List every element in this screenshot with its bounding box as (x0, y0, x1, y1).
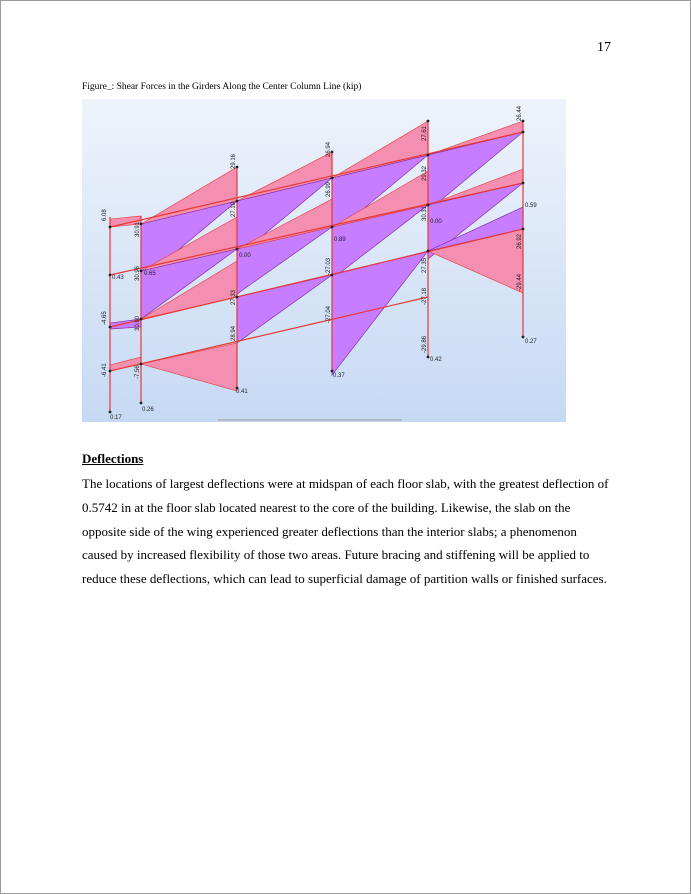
label-col5-node: 0.00 (430, 219, 442, 225)
section-heading: Deflections (82, 451, 144, 466)
label-col6-mid: 26.92 (517, 233, 523, 249)
section-paragraph: The locations of largest deflections were at midspan of each floor slab, with the greatest deflection of 0.5742 in at the floor slab located nearest to the core of the building. Likewise, the slab on the opposite side of the wing experienced greater deflections than the interior slabs; a phenomenon caused by increased flexibility of those two areas. Future bracing and stiffening will be applied to reduce these deflections, which can lead to superficial damage of partition walls or finished surfaces. (82, 476, 609, 587)
label-col4-upper: 26.99 (326, 181, 332, 197)
label-col2-upper: 30.96 (135, 265, 141, 281)
label-col5-mid-b: 27.35 (422, 257, 428, 273)
label-col3-base: 0.41 (236, 389, 248, 395)
label-col3-upper: 27.10 (231, 201, 237, 217)
figure-caption: Figure_: Shear Forces in the Girders Along the Center Column Line (kip) (82, 82, 362, 92)
label-col5-base-a: -29.86 (422, 335, 428, 353)
label-col4-top: 26.94 (326, 141, 332, 157)
figure-scroll-indicator (218, 419, 402, 421)
label-col4-node: 0.89 (334, 237, 346, 243)
label-col5-low: -27.18 (422, 287, 428, 305)
label-col2-base: 0.26 (142, 407, 154, 413)
label-col4-mid: -27.03 (326, 257, 332, 275)
label-col1-top: 6.08 (102, 209, 108, 221)
label-col3-top: 29.16 (231, 153, 237, 169)
label-col2-node: 0.65 (144, 271, 156, 277)
label-col5-upper: 29.32 (422, 165, 428, 181)
label-col2-low: -7.56 (135, 365, 141, 379)
label-col1-low: -6.41 (102, 363, 108, 377)
label-col1-mid: -4.65 (102, 311, 108, 325)
label-col5-mid-a: 30.31 (422, 205, 428, 221)
label-col6-node: 0.59 (525, 203, 537, 209)
label-col3-node: 0.00 (239, 253, 251, 259)
label-col6-top: 26.44 (517, 105, 523, 121)
label-col3-mid: 27.33 (231, 289, 237, 305)
label-col6-low: -29.44 (517, 273, 523, 291)
label-col1-node: 0.43 (112, 275, 124, 281)
label-col3-low: 28.94 (231, 325, 237, 341)
label-col5-top: 27.61 (422, 125, 428, 141)
label-col1-base: 0.17 (110, 415, 122, 421)
shear-force-diagram (82, 99, 566, 422)
label-col5-base-b: 0.42 (430, 357, 442, 363)
label-col2-mid: 30.90 (135, 315, 141, 331)
label-col6-base: 0.27 (525, 339, 537, 345)
label-col2-top: 30.91 (135, 221, 141, 237)
page-number: 17 (597, 40, 611, 55)
label-col4-base: 0.37 (333, 373, 345, 379)
label-col4-low: -27.04 (326, 305, 332, 323)
